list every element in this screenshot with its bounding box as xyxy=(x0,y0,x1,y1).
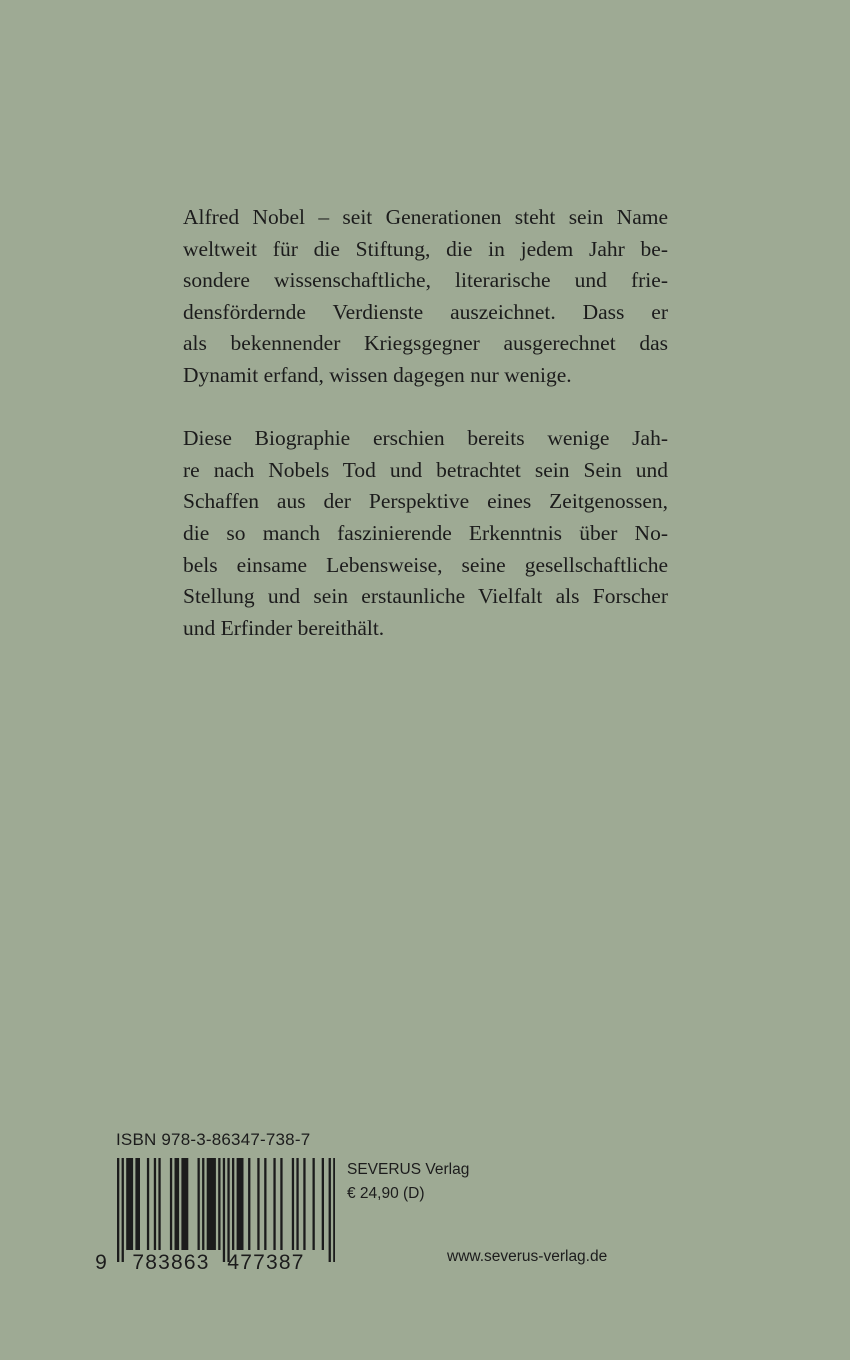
ean-barcode xyxy=(95,1158,335,1273)
barcode-bar xyxy=(248,1158,250,1250)
barcode-bar xyxy=(303,1158,305,1250)
barcode-bar xyxy=(296,1158,298,1250)
publisher-name: SEVERUS Verlag xyxy=(347,1161,470,1178)
barcode-bar xyxy=(207,1158,216,1250)
blurb-line: bels einsame Lebensweise, seine gesellschaftliche xyxy=(183,552,668,577)
barcode-bar xyxy=(126,1158,133,1250)
barcode-right-digits: 477387 xyxy=(227,1251,305,1273)
barcode-guard-bar xyxy=(227,1158,229,1262)
barcode-bar xyxy=(273,1158,275,1250)
barcode-bar xyxy=(158,1158,160,1250)
barcode-bar xyxy=(292,1158,294,1250)
barcode-graphic xyxy=(95,1158,335,1273)
blurb-line: Dynamit erfand, wissen dagegen nur wenige. xyxy=(183,362,572,387)
barcode-bar xyxy=(181,1158,188,1250)
blurb-line: als bekennender Kriegsgegner ausgerechnet das xyxy=(183,331,668,356)
blurb-line: die so manch faszinierende Erkenntnis über No- xyxy=(183,520,668,545)
blurb-line: densfördernde Verdienste auszeichnet. Dass er xyxy=(183,299,668,324)
blurb-line: Stellung und sein erstaunliche Vielfalt als Forscher xyxy=(183,584,668,609)
blurb-line: weltweit für die Stiftung, die in jedem Jahr be- xyxy=(183,236,668,261)
publisher-website: www.severus-verlag.de xyxy=(447,1248,608,1265)
barcode-bar xyxy=(257,1158,259,1250)
barcode-guard-bar xyxy=(122,1158,124,1262)
barcode-guard-bar xyxy=(329,1158,331,1262)
barcode-bar xyxy=(154,1158,156,1250)
barcode-guard-bar xyxy=(223,1158,225,1262)
barcode-bar xyxy=(170,1158,172,1250)
barcode-guard-bar xyxy=(333,1158,335,1262)
blurb-paragraph-2 xyxy=(183,423,668,644)
barcode-bar xyxy=(280,1158,282,1250)
barcode-bar xyxy=(218,1158,220,1250)
blurb-line: re nach Nobels Tod und betrachtet sein Sein und xyxy=(183,457,668,482)
publisher-block xyxy=(347,1158,469,1206)
blurb-line: sondere wissenschaftliche, literarische und frie- xyxy=(183,268,668,293)
blurb-line: Diese Biographie erschien bereits wenige Jah- xyxy=(183,426,668,451)
blurb-line: Alfred Nobel – seit Generationen steht sein Name xyxy=(183,205,668,229)
barcode-bar xyxy=(322,1158,324,1250)
barcode-bar xyxy=(198,1158,200,1250)
barcode-bar xyxy=(264,1158,266,1250)
isbn-label: ISBN 978-3-86347-738-7 xyxy=(116,1130,311,1149)
blurb-line: Schaffen aus der Perspektive eines Zeitgenossen, xyxy=(183,489,668,514)
barcode-bar xyxy=(202,1158,204,1250)
back-cover-blurb xyxy=(183,202,668,676)
blurb-paragraph-1 xyxy=(183,202,668,392)
barcode-bar xyxy=(237,1158,244,1250)
barcode-left-digits: 783863 xyxy=(132,1251,210,1273)
barcode-first-digit: 9 xyxy=(95,1251,107,1273)
barcode-guard-bar xyxy=(117,1158,119,1262)
barcode-bar xyxy=(135,1158,140,1250)
barcode-bar xyxy=(147,1158,149,1250)
price-label: € 24,90 (D) xyxy=(347,1185,425,1202)
blurb-line: und Erfinder bereithält. xyxy=(183,615,385,640)
barcode-bar xyxy=(175,1158,180,1250)
barcode-bar xyxy=(232,1158,234,1250)
barcode-bar xyxy=(313,1158,315,1250)
